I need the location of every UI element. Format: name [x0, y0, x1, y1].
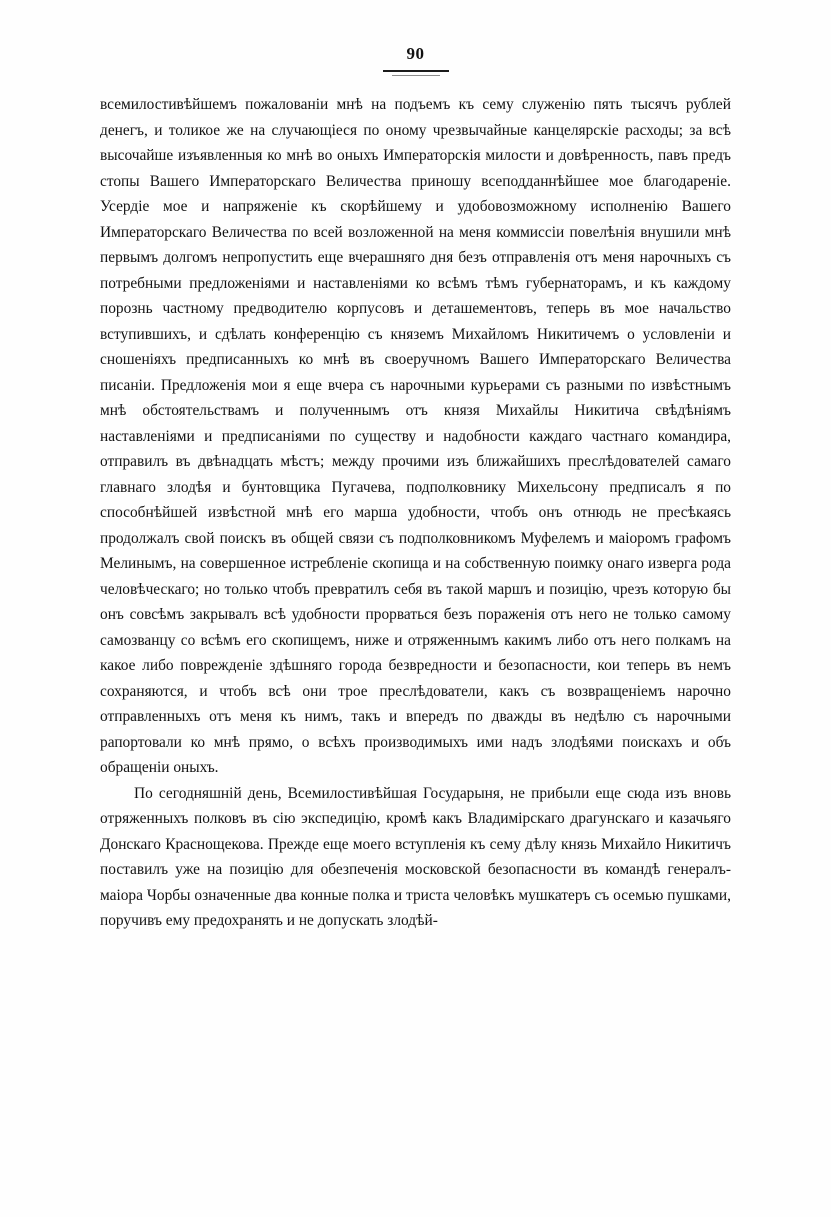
body-text: [100, 92, 731, 934]
page-number: 90: [406, 44, 425, 63]
paragraph: всемилостивѣйшемъ пожалованіи мнѣ на подъемъ къ сему служенію пять тысячъ рублей денегъ, и толикое же на случающіеся по оному чрезвычайные канцелярскіе расходы; за всѣ высочайше изъявленныя ко мнѣ во оныхъ Императорскія милости и довѣренность, павъ предъ стопы Вашего Императорскаго Величества приношу всеподданнѣйшее мое благодареніе. Усердіе мое и напряженіе къ скорѣйшему и удобовозможному исполненію Вашего Императорскаго Величества по всей возложенной на меня коммиссіи повелѣнія внушили мнѣ первымъ долгомъ непропустить еще вчерашняго дня безъ отправленія отъ меня нарочныхъ съ потребными предложеніями и наставленіями ко всѣмъ тѣмъ губернаторамъ, и къ каждому порознь частному предводителю корпусовъ и деташементовъ, теперь въ мое начальство вступившихъ, и сдѣлать конференцію съ княземъ Михайломъ Никитичемъ о условленіи и сношеніяхъ предписанныхъ ко мнѣ въ своеручномъ Вашего Императорскаго Величества писаніи. Предложенія мои я еще вчера съ нарочными курьерами съ разными по извѣстнымъ мнѣ обстоятельствамъ и полученнымъ отъ князя Михайлы Никитича свѣдѣніямъ наставленіями и предписаніями по существу и надобности каждаго частнаго командира, отправилъ въ двѣнадцать мѣстъ; между прочими изъ ближайшихъ преслѣдователей самаго главнаго злодѣя и бунтовщика Пугачева, подполковнику Михельсону предписалъ я по способнѣйшей извѣстной мнѣ его марша удобности, чтобъ онъ отнюдь не пресѣкаясь продолжалъ свой поискъ въ общей связи съ подполковникомъ Муфелемъ и маіоромъ графомъ Мелинымъ, на совершенное истребленіе скопища и на собственную поимку онаго изверга рода человѣческаго; но только чтобъ превратилъ себя въ такой маршъ и позицію, чрезъ которую бы онъ совсѣмъ закрывалъ всѣ удобности прорваться безъ пораженія отъ него не только самому самозванцу со всѣмъ его скопищемъ, ниже и отряженнымъ какимъ либо отъ него полкамъ на какое либо поврежденіе здѣшняго города безвредности и безопасности, кои теперь въ немъ сохраняются, и чтобъ всѣ они трое преслѣдователи, какъ съ возвращеніемъ нарочно отправленныхъ отъ меня къ нимъ, такъ и впередъ по дважды въ недѣлю съ нарочными рапортовали ко мнѣ прямо, о всѣхъ производимыхъ ими надъ злодѣями поискахъ и объ обращеніи оныхъ.: [100, 96, 731, 776]
header-rule-secondary: [392, 75, 440, 76]
paragraph: По сегодняшній день, Всемилостивѣйшая Государыня, не прибыли еще сюда изъ вновь отряженныхъ полковъ въ сію экспедицію, кромѣ какъ Владимірскаго драгунскаго и казачьяго Донскаго Краснощекова. Прежде еще моего вступленія къ сему дѣлу князь Михайло Никитичъ поставилъ уже на позицію для обезпеченія московской безопасности въ командѣ генералъ-маіора Чорбы означенные два конные полка и триста человѣкъ мушкатеръ съ осемью пушками, поручивъ ему предохранять и не допускать злодѣй-: [100, 784, 731, 929]
header-rule: [383, 70, 449, 72]
